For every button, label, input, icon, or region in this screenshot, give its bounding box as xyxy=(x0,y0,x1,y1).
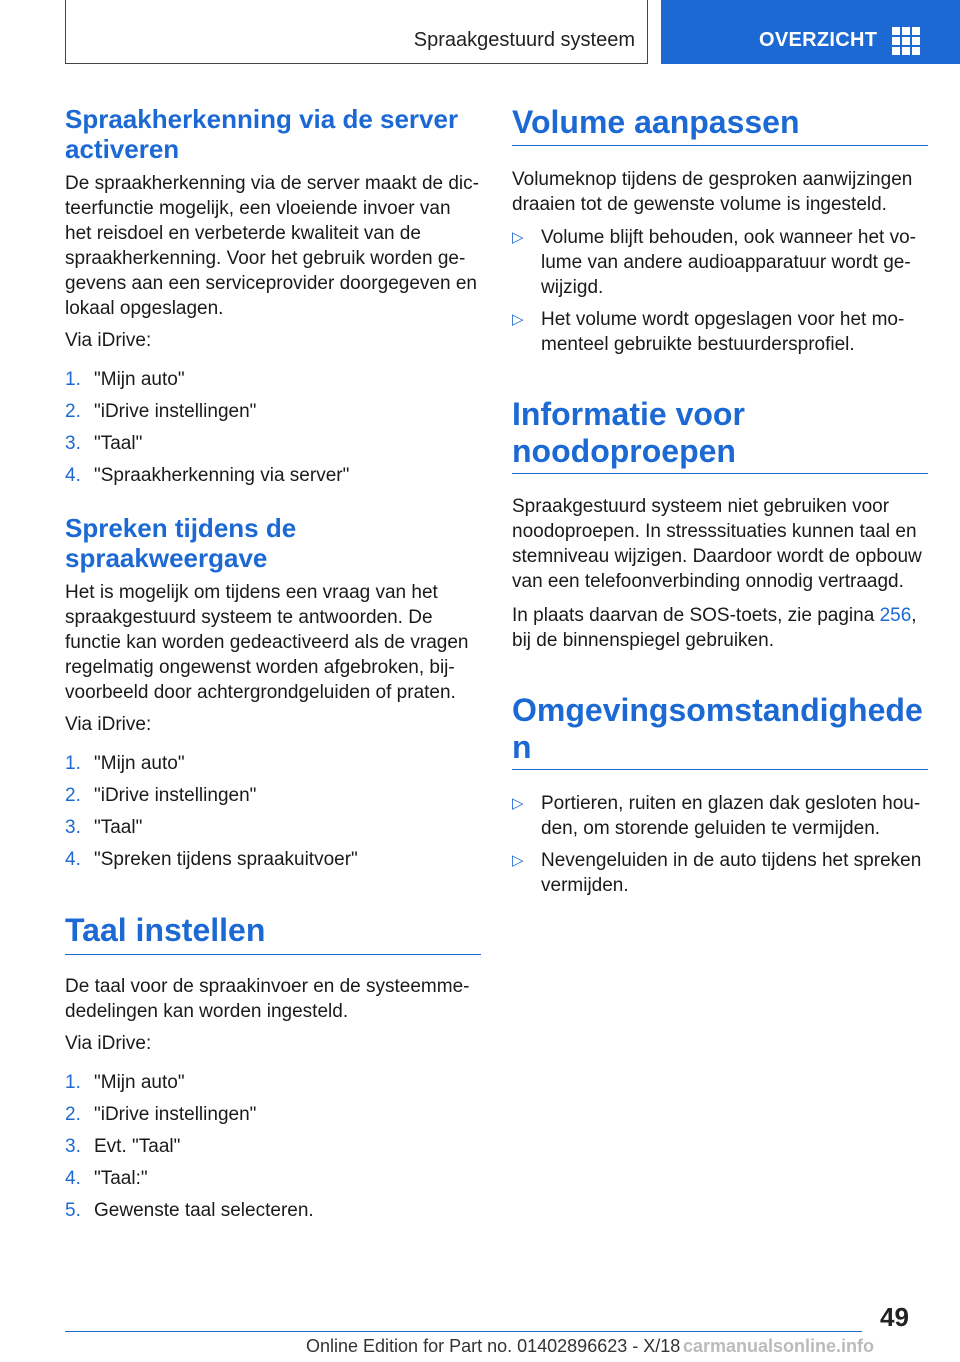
grid-icon xyxy=(892,27,920,55)
bullet-item: ▷ Het volume wordt opgeslagen voor het mo- menteel gebruikte bestuurdersprofiel. xyxy=(512,309,905,355)
heading-emergency-info: Informatie voor noodoproepen xyxy=(512,396,745,469)
list-item: 2. "iDrive instellingen" xyxy=(65,1104,257,1125)
bullet-item: ▷ Portieren, ruiten en glazen dak gesloten hou- den, om storende geluiden te vermijden. xyxy=(512,793,921,839)
watermark: carmanualsonline.info xyxy=(683,1336,875,1356)
list-item: 3. "Taal" xyxy=(65,817,143,838)
list-item: 1. "Mijn auto" xyxy=(65,1072,185,1093)
list-item: 3. "Taal" xyxy=(65,433,143,454)
heading-divider xyxy=(512,473,928,474)
bullet-item: ▷ Volume blijft behouden, ook wanneer het vo- lume van andere audioapparatuur wordt ge- wijzigd. xyxy=(512,227,916,298)
list-item: 4. "Taal:" xyxy=(65,1168,148,1189)
heading-set-language: Taal instellen xyxy=(65,912,266,948)
header-section-box xyxy=(65,0,648,64)
edition-text: Online Edition for Part no. 01402896623 - X/18 xyxy=(306,1336,681,1356)
list-item: 2. "iDrive instellingen" xyxy=(65,785,257,806)
heading-speak-during-playback: Spreken tijdens de spraakweergave xyxy=(65,513,297,573)
page-link[interactable]: 256 xyxy=(879,605,912,626)
paragraph-speak-during-playback: Het is mogelijk om tijdens een vraag van het spraakgestuurd systeem te antwoorden. De functie kan worden gedeactiveerd als de vragen regelmatig ongewenst worden afgebroken, bij- voorbeeld door achtergrondgeluiden of praten. xyxy=(65,582,469,703)
list-item: 5. Gewenste taal selecteren. xyxy=(65,1200,314,1221)
paragraph-sos-button: In plaats daarvan de SOS-toets, zie pagina 256, bij de binnenspiegel gebruiken. xyxy=(512,605,917,651)
heading-divider xyxy=(512,769,928,770)
list-item: 3. Evt. "Taal" xyxy=(65,1136,181,1157)
overview-nav-button[interactable] xyxy=(661,0,960,64)
via-idrive-label: Via iDrive: xyxy=(65,330,152,351)
page-number: 49 xyxy=(880,1302,909,1332)
list-item: 1. "Mijn auto" xyxy=(65,369,185,390)
via-idrive-label: Via iDrive: xyxy=(65,1033,152,1054)
triangle-bullet-icon: ▷ xyxy=(512,229,524,246)
heading-ambient-conditions: Omgevingsomstandighede n xyxy=(512,692,923,765)
heading-divider xyxy=(512,145,928,146)
heading-adjust-volume: Volume aanpassen xyxy=(512,104,800,140)
via-idrive-label: Via iDrive: xyxy=(65,714,152,735)
paragraph-adjust-volume: Volumeknop tijdens de gesproken aanwijzingen draaien tot de gewenste volume is ingesteld. xyxy=(512,169,913,215)
triangle-bullet-icon: ▷ xyxy=(512,311,524,328)
section-title: Spraakgestuurd systeem xyxy=(413,29,635,51)
paragraph-emergency-info: Spraakgestuurd systeem niet gebruiken voor noodoproepen. In stresssituaties kunnen taal en stemniveau wijzigen. Daardoor wordt de opbouw van een telefoonverbinding onnodig vertraagd. xyxy=(512,496,922,592)
paragraph-server-recognition: De spraakherkenning via de server maakt de dic- teerfunctie mogelijk, een vloeiende invoer van het reisdoel en verbeterde kwaliteit van de spraakherkenning. Voor het gebruik worden ge- gevens aan een serviceprovider doorgegeven en lokaal opgeslagen. xyxy=(65,173,479,319)
list-item: 4. "Spreken tijdens spraakuitvoer" xyxy=(65,849,358,870)
list-item: 4. "Spraakherkenning via server" xyxy=(65,465,350,486)
heading-server-recognition: Spraakherkenning via de server activeren xyxy=(65,104,459,164)
list-item: 1. "Mijn auto" xyxy=(65,753,185,774)
paragraph-set-language: De taal voor de spraakinvoer en de systeemme- dedelingen kan worden ingesteld. xyxy=(65,976,470,1022)
list-item: 2. "iDrive instellingen" xyxy=(65,401,257,422)
triangle-bullet-icon: ▷ xyxy=(512,795,524,812)
bullet-item: ▷ Nevengeluiden in de auto tijdens het spreken vermijden. xyxy=(512,850,922,896)
triangle-bullet-icon: ▷ xyxy=(512,852,524,869)
overview-label: OVERZICHT xyxy=(759,29,878,51)
heading-divider xyxy=(65,954,481,955)
footer-divider xyxy=(65,1331,862,1332)
